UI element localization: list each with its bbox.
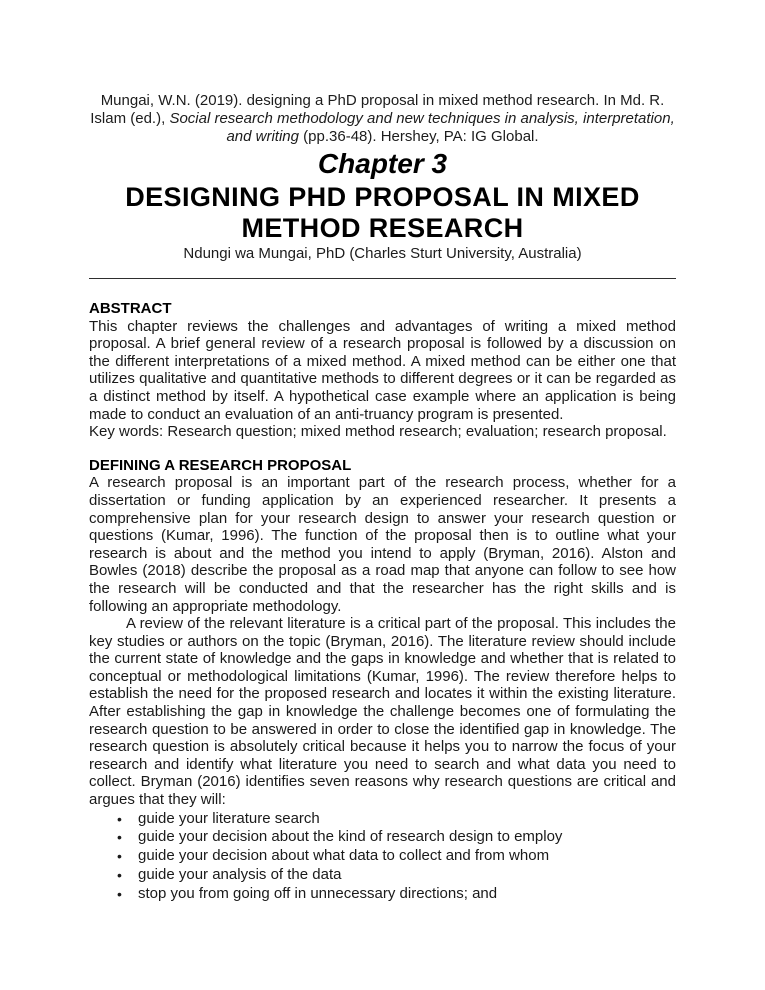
- bullet-icon: •: [117, 885, 122, 902]
- bullet-item: [89, 810, 676, 829]
- author-line: Ndungi wa Mungai, PhD (Charles Sturt University, Australia): [183, 245, 582, 262]
- keywords-line: Key words: Research question; mixed method research; evaluation; research proposal.: [89, 423, 667, 441]
- chapter-number: Chapter 3: [317, 148, 448, 179]
- section-paragraph-1: A research proposal is an important part of the research process, whether for a dissertation or funding application by an experienced researcher. It presents a comprehensive plan for your research design to answer your research question or questions (Kumar, 1996). The function of the proposal then is to outline what your research is about and the method you intend to apply (Bryman, 2016). Alston and Bowles (2018) describe the proposal as a road map that anyone can follow to see how the research will be conducted and that the researcher has the right skills and is following an appropriate methodology.: [89, 474, 676, 615]
- section-heading: DEFINING A RESEARCH PROPOSAL: [89, 456, 352, 474]
- bullet-text: guide your decision about what data to collect and from whom: [138, 847, 550, 865]
- citation: [89, 92, 676, 146]
- bullet-text: guide your decision about the kind of research design to employ: [138, 828, 563, 846]
- bullet-icon: •: [117, 867, 122, 884]
- section-paragraph-2: A review of the relevant literature is a critical part of the proposal. This includes the key studies or authors on the topic (Bryman, 2016). The literature review should include the current state of knowledge and the gaps in knowledge and whether that is related to conceptual or methodological limitations (Kumar, 1996). The review therefore helps to establish the need for the proposed research and locates it within the existing literature. After establishing the gap in knowledge the challenge becomes one of formulating the research question to be answered in order to close the identified gap in knowledge. The research question is absolutely critical because it helps you to narrow the focus of your research and identify what literature you need to search and what data you need to collect. Bryman (2016) identifies seven reasons why research questions are critical and argues that they will:: [89, 615, 676, 809]
- bullet-icon: •: [117, 848, 122, 865]
- bullet-item: [89, 828, 676, 847]
- bullet-text: guide your analysis of the data: [138, 866, 342, 884]
- bullet-item: [89, 847, 676, 866]
- citation-book-title: Social research methodology and new techniques in analysis, interpretation, and writing: [169, 110, 675, 145]
- citation-text-lead: Mungai, W.N. (2019). designing a PhD proposal in mixed method research. In Md. R. Islam (ed.),: [90, 92, 665, 127]
- bullet-item: [89, 885, 676, 904]
- citation-text-tail: (pp.36-48). Hershey, PA: IG Global.: [299, 128, 539, 145]
- bullet-item: [89, 866, 676, 885]
- abstract-heading: ABSTRACT: [89, 300, 172, 317]
- divider-line: [89, 278, 676, 279]
- bullet-icon: •: [117, 829, 122, 846]
- bullet-text: guide your literature search: [138, 809, 320, 827]
- bullet-icon: •: [117, 810, 122, 827]
- bullet-text: stop you from going off in unnecessary directions; and: [138, 884, 498, 902]
- abstract-text: This chapter reviews the challenges and advantages of writing a mixed method proposal. A brief general review of a research proposal is followed by a discussion on the different interpretations of a mixed method. A mixed method can be either one that utilizes qualitative and quantitative methods to different degrees or it can be regarded as a distinct method by itself. A hypothetical case example where an application is being made to conduct an evaluation of an anti-truancy program is presented.: [89, 317, 676, 423]
- chapter-title: DESIGNING PHD PROPOSAL IN MIXED METHOD RESEARCH: [125, 182, 640, 243]
- bullet-list: [89, 810, 676, 904]
